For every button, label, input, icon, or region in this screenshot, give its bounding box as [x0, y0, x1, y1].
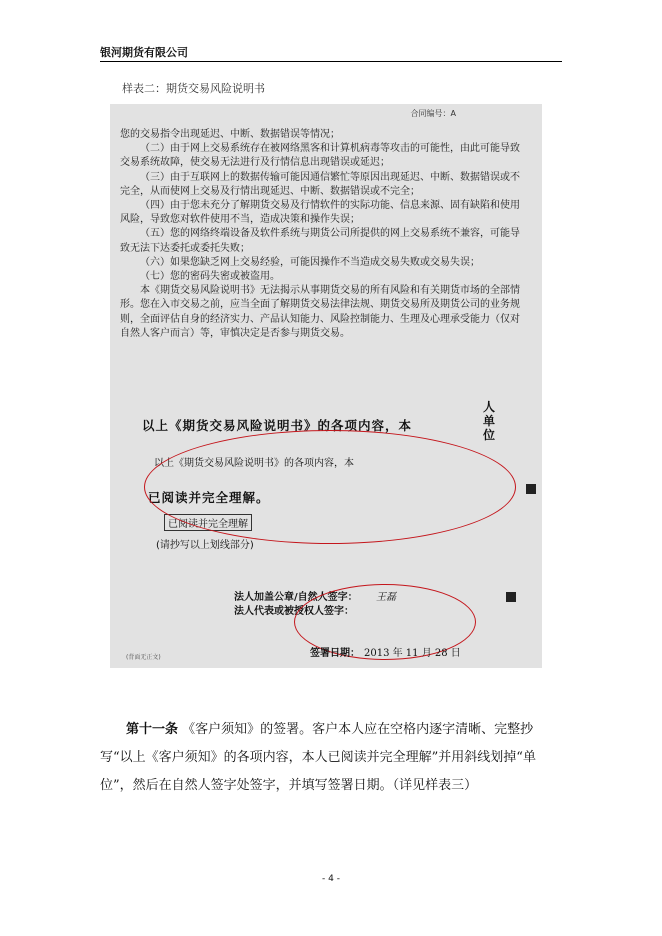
risk-line: 本《期货交易风险说明书》无法揭示从事期货交易的所有风险和有关期货市场的全部情形。您在入市交易之前，应当全面了解期货交易法律法规、期货交易所及期货公司的业务规则，全面评估自身的经济实力、产品认知能力、风险控制能力、生理及心理承受能力（仅对自然人客户而言）等，审慎决定是否参与期货交易。: [120, 285, 520, 339]
risk-line: （四）由于您未充分了解期货交易及行情软件的实际功能、信息来源、固有缺陷和使用风险，导致您对软件使用不当，造成决策和操作失误；: [120, 200, 520, 226]
handwritten-copy-line: 以上《期货交易风险说明书》的各项内容，本: [154, 458, 354, 469]
article-paragraph: [100, 716, 564, 800]
handwritten-copy-line: 已阅读并完全理解: [164, 514, 252, 531]
risk-line: （三）由于互联网上的数据传输可能因通信繁忙等原因出现延迟、中断、数据错误或不完全，从而使网上交易及行情出现延迟、中断、数据错误或不完全；: [120, 171, 520, 197]
signature-label: 法人加盖公章/自然人签字：: [234, 592, 358, 603]
risk-line: （五）您的网络终端设备及软件系统与期货公司所提供的网上交易系统不兼容，可能导致无法下达委托或委托失败；: [120, 228, 520, 254]
risk-line: （二）由于网上交易系统存在被网络黑客和计算机病毒等攻击的可能性，由此可能导致交易系统故障，使交易无法进行及行情信息出现错误或延迟；: [120, 143, 520, 169]
page-number: - 4 -: [322, 874, 340, 884]
risk-line: （七）您的密码失密或被盗用。: [140, 271, 280, 283]
footnote: (背面无正文): [126, 654, 161, 661]
signature-name: 王磊: [376, 592, 396, 603]
risk-line: （六）如果您缺乏网上交易经验，可能因操作不当造成交易失败或交易失误；: [140, 256, 480, 268]
company-header: 银河期货有限公司: [100, 46, 188, 59]
copy-hint: (请抄写以上划线部分): [156, 540, 254, 551]
red-ellipse-annotation: [144, 430, 516, 544]
article-number: 第十一条: [126, 722, 179, 737]
sample-caption: 样表二：期货交易风险说明书: [122, 82, 265, 95]
risk-line: 您的交易指令出现延迟、中断、数据错误等情况；: [120, 129, 340, 140]
date-value: 2013 年 11 月 28 日: [364, 648, 461, 659]
pointer-icon: [506, 592, 516, 602]
unit-label: 人单位: [482, 400, 495, 442]
header-rule: [100, 61, 562, 62]
scanned-document: [110, 104, 542, 668]
confirmation-title: 以上《期货交易风险说明书》的各项内容，本: [142, 418, 413, 433]
authorized-signature-label: 法人代表或被授权人签字：: [234, 606, 354, 617]
contract-number: 合同编号：A: [410, 109, 456, 118]
risk-text: [120, 128, 520, 341]
article-text: 《客户须知》的签署。客户本人应在空格内逐字清晰、完整抄写“以上《客户须知》的各项内容，本人已阅读并完全理解”并用斜线划掉“单位”，然后在自然人签字处签字，并填写签署日期。（详见样表三）: [100, 722, 536, 793]
pointer-icon: [526, 484, 536, 494]
read-confirmation: 已阅读并完全理解。: [148, 490, 270, 505]
date-label: 签署日期：: [310, 648, 360, 659]
